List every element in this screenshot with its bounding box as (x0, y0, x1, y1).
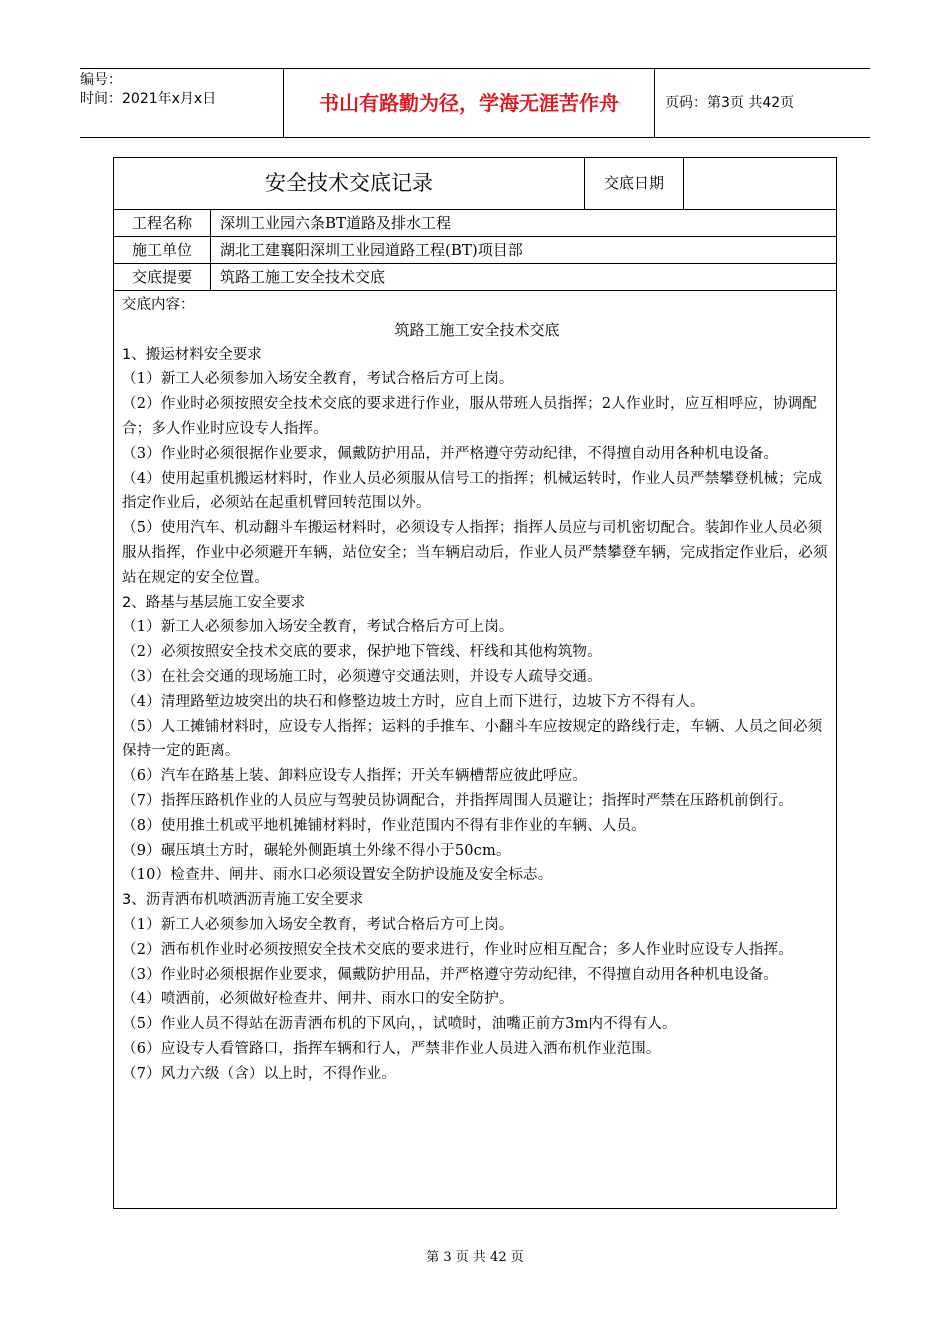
list-item: （8）使用推土机或平地机摊铺材料时，作业范围内不得有非作业的车辆、人员。 (122, 817, 646, 834)
list-item: （4）清理路堑边坡突出的块石和修整边坡土方时，应自上而下进行，边坡下方不得有人。 (122, 693, 705, 710)
section-heading: 2、路基与基层施工安全要求 (122, 594, 306, 611)
project-name-row (114, 210, 836, 237)
list-item: （1）新工人必须参加入场安全教育，考试合格后方可上岗。 (122, 619, 514, 636)
list-item: （3）作业时必须根据作业要求，佩戴防护用品，并严格遵守劳动纪律，不得擅自动用各种机电设备。 (122, 966, 779, 983)
content-label: 交底内容： (122, 297, 195, 313)
list-item: （7）风力六级（含）以上时，不得作业。 (122, 1065, 397, 1082)
contractor-label: 施工单位 (114, 237, 211, 263)
list-item: （6）应设专人看管路口，指挥车辆和行人，严禁非作业人员进入洒布机作业范围。 (122, 1040, 661, 1057)
content-title: 筑路工施工安全技术交底 (394, 320, 560, 339)
summary-value: 筑路工施工安全技术交底 (220, 268, 386, 286)
list-item: （1）新工人必须参加入场安全教育，考试合格后方可上岗。 (122, 916, 514, 933)
time-label: 时间：2021年x月x日 (80, 91, 217, 107)
summary-row (114, 264, 836, 291)
contractor-row (114, 237, 836, 264)
list-item: （10）检查井、闸井、雨水口必须设置安全防护设施及安全标志。 (122, 867, 553, 884)
date-label: 交底日期 (585, 158, 684, 209)
header-meta (80, 69, 283, 137)
safety-briefing-form (113, 157, 837, 1209)
page-footer: 第 3 页 共 42 页 (426, 1250, 524, 1265)
list-item: （9）碾压填土方时，碾轮外侧距填土外缘不得小于50cm。 (122, 842, 511, 859)
header-page-label: 页码：第3页 共42页 (665, 95, 795, 111)
list-item: （7）指挥压路机作业的人员应与驾驶员协调配合，并指挥周围人员避让；指挥时严禁在压路机前倒行。 (122, 792, 793, 809)
list-item: （3）作业时必须很据作业要求，佩戴防护用品，并严格遵守劳动纪律，不得擅自动用各种机电设备。 (122, 445, 779, 462)
list-item: （1）新工人必须参加入场安全教育，考试合格后方可上岗。 (122, 371, 514, 388)
summary-label: 交底提要 (114, 264, 211, 290)
list-item: （2）洒布机作业时必须按照安全技术交底的要求进行，作业时应相互配合；多人作业时应设专人指挥。 (122, 941, 793, 958)
number-label: 编号： (80, 72, 122, 88)
list-item: （2）必须按照安全技术交底的要求，保护地下管线、杆线和其他构筑物。 (122, 644, 602, 661)
section-heading: 3、沥青洒布机喷洒沥青施工安全要求 (122, 892, 364, 909)
contractor-value: 湖北工建襄阳深圳工业园道路工程(BT)项目部 (220, 241, 523, 259)
form-title: 安全技术交底记录 (114, 158, 585, 209)
list-item: （6）汽车在路基上装、卸料应设专人指挥；开关车辆槽帮应彼此呼应。 (122, 768, 588, 785)
date-value (684, 158, 836, 209)
briefing-content (122, 293, 832, 1087)
project-name-label: 工程名称 (114, 210, 211, 236)
section-heading: 1、搬运材料安全要求 (122, 346, 262, 363)
form-title-row (114, 158, 836, 210)
list-item: （3）在社会交通的现场施工时，必须遵守交通法则，并设专人疏导交通。 (122, 668, 602, 685)
list-item: （5）使用汽车、机动翻斗车搬运材料时，必须设专人指挥；指挥人员应与司机密切配合。装卸作业人员必须服从指挥，作业中必须避开车辆，站位安全；当车辆启动后，作业人员严禁攀登车辆，完成指定作业后，必须站在规定的安全位置。 (122, 520, 828, 586)
list-item: （2）作业时必须按照安全技术交底的要求进行作业，服从带班人员指挥；2人作业时，应互相呼应，协调配合；多人作业时应设专人指挥。 (122, 396, 818, 437)
list-item: （5）作业人员不得站在沥青洒布机的下风向，，试喷时，油嘴正前方3m内不得有人。 (122, 1016, 677, 1033)
header-motto: 书山有路勤为径，学海无涯苦作舟 (283, 69, 655, 137)
list-item: （5）人工摊铺材料时，应设专人指挥；运料的手推车、小翻斗车应按规定的路线行走，车辆、人员之间必须保持一定的距离。 (122, 718, 823, 760)
list-item: （4）喷洒前，必须做好检查井、闸井、雨水口的安全防护。 (122, 991, 514, 1008)
page-header (80, 68, 870, 138)
project-name-value: 深圳工业园六条BT道路及排水工程 (220, 214, 452, 232)
list-item: （4）使用起重机搬运材料时，作业人员必须服从信号工的指挥；机械运转时，作业人员严禁攀登机械；完成指定作业后，必须站在起重机臂回转范围以外。 (122, 470, 823, 512)
